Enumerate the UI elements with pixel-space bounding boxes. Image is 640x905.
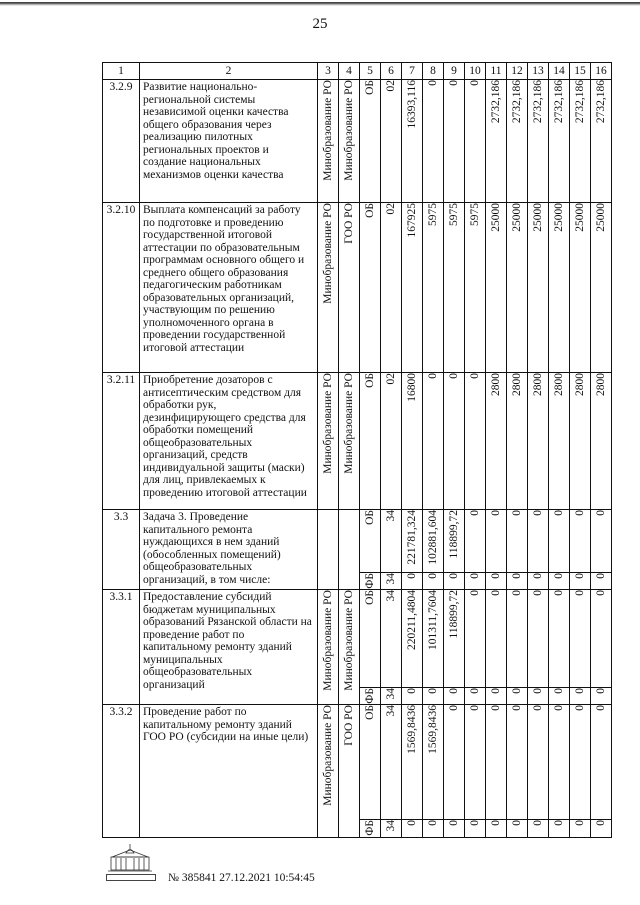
funding-source: ФБ bbox=[363, 688, 376, 704]
funding-value: 0 bbox=[573, 688, 586, 694]
funding-value: 0 bbox=[468, 688, 481, 694]
value-cell bbox=[423, 573, 444, 590]
funding-value: 2800 bbox=[510, 373, 523, 396]
value-cell bbox=[591, 510, 612, 573]
value-cell bbox=[444, 820, 465, 838]
budget-code: 34 bbox=[384, 820, 397, 832]
value-cell bbox=[465, 688, 486, 705]
funding-value: 25000 bbox=[510, 203, 523, 232]
funding-source: ОБ bbox=[363, 705, 376, 720]
funding-value: 0 bbox=[468, 80, 481, 86]
funding-source: ФБ bbox=[363, 573, 376, 589]
funding-value: 0 bbox=[573, 820, 586, 826]
government-building-icon bbox=[106, 843, 154, 873]
funding-value: 16800 bbox=[405, 373, 418, 402]
funding-value: 0 bbox=[531, 688, 544, 694]
funding-value: 0 bbox=[552, 573, 565, 579]
funding-value: 0 bbox=[594, 573, 607, 579]
code-cell bbox=[381, 705, 402, 820]
value-cell bbox=[444, 573, 465, 590]
value-cell bbox=[549, 373, 570, 510]
executor-cell bbox=[318, 203, 339, 373]
value-cell bbox=[465, 510, 486, 573]
value-cell bbox=[402, 80, 423, 203]
value-cell bbox=[465, 203, 486, 373]
value-cell bbox=[486, 688, 507, 705]
participant-text: ГОО РО bbox=[342, 203, 355, 244]
participant-cell bbox=[339, 80, 360, 203]
budget-code: 34 bbox=[384, 705, 397, 717]
funding-value: 0 bbox=[489, 573, 502, 579]
funding-value: 0 bbox=[468, 510, 481, 516]
funding-value: 0 bbox=[447, 705, 460, 711]
value-cell bbox=[570, 688, 591, 705]
table-row bbox=[103, 373, 612, 510]
funding-value: 0 bbox=[489, 510, 502, 516]
funding-value: 118899,72 bbox=[447, 590, 460, 639]
funding-value: 16393,116 bbox=[405, 80, 418, 129]
funding-value: 0 bbox=[552, 820, 565, 826]
funding-value: 0 bbox=[594, 688, 607, 694]
row-description: Предоставление субсидий бюджетам муниципальных образований Рязанской области на проведение работ по капитальному ремонту зданий муниципальных общеобразовательных организаций bbox=[140, 590, 318, 705]
value-cell bbox=[444, 80, 465, 203]
value-cell bbox=[402, 573, 423, 590]
header-cell: 4 bbox=[339, 63, 360, 80]
funding-value: 0 bbox=[489, 688, 502, 694]
participant-text: Минобразование РО bbox=[342, 590, 355, 691]
funding-value: 1569,8436 bbox=[426, 705, 439, 754]
funding-source: ОБ bbox=[363, 510, 376, 525]
row-description: Выплата компенсаций за работу по подготовке и проведению государственной итоговой аттестации по образовательным программам основного общего и среднего общего образования педагогическим работникам образовательных организаций, участвующим по решению уполномоченного органа в проведении государственной итоговой аттестации bbox=[140, 203, 318, 373]
source-cell bbox=[360, 80, 381, 203]
funding-value: 0 bbox=[405, 820, 418, 826]
value-cell bbox=[486, 705, 507, 820]
scan-top-edge bbox=[0, 2, 640, 6]
participant-cell bbox=[339, 203, 360, 373]
funding-value: 0 bbox=[510, 820, 523, 826]
row-number: 3.2.10 bbox=[103, 203, 140, 373]
header-cell: 2 bbox=[140, 63, 318, 80]
value-cell bbox=[549, 510, 570, 573]
value-cell bbox=[549, 688, 570, 705]
footer-registration: № 385841 27.12.2021 10:54:45 bbox=[168, 872, 315, 884]
executor-text: Минобразование РО bbox=[321, 203, 334, 304]
value-cell bbox=[528, 820, 549, 838]
code-cell bbox=[381, 373, 402, 510]
header-cell: 8 bbox=[423, 63, 444, 80]
header-cell: 11 bbox=[486, 63, 507, 80]
value-cell bbox=[423, 80, 444, 203]
funding-value: 0 bbox=[573, 590, 586, 596]
value-cell bbox=[591, 80, 612, 203]
value-cell bbox=[402, 820, 423, 838]
funding-value: 0 bbox=[573, 705, 586, 711]
funding-value: 0 bbox=[447, 820, 460, 826]
funding-value: 0 bbox=[594, 590, 607, 596]
row-number: 3.2.9 bbox=[103, 80, 140, 203]
funding-value: 0 bbox=[573, 573, 586, 579]
funding-value: 0 bbox=[426, 573, 439, 579]
funding-value: 102881,604 bbox=[426, 510, 439, 565]
funding-value: 0 bbox=[510, 705, 523, 711]
executor-cell bbox=[318, 373, 339, 510]
value-cell bbox=[528, 573, 549, 590]
value-cell bbox=[507, 203, 528, 373]
executor-cell bbox=[318, 80, 339, 203]
table-row bbox=[103, 80, 612, 203]
funding-value: 0 bbox=[447, 688, 460, 694]
value-cell bbox=[591, 705, 612, 820]
value-cell bbox=[402, 203, 423, 373]
header-cell: 14 bbox=[549, 63, 570, 80]
value-cell bbox=[528, 510, 549, 573]
funding-value: 2732,186 bbox=[489, 80, 502, 124]
funding-value: 2732,186 bbox=[531, 80, 544, 124]
funding-value: 0 bbox=[531, 705, 544, 711]
funding-source: ОБ bbox=[363, 203, 376, 218]
funding-value: 221781,324 bbox=[405, 510, 418, 565]
budget-code: 02 bbox=[384, 80, 397, 92]
row-number: 3.3.1 bbox=[103, 590, 140, 705]
funding-value: 0 bbox=[594, 510, 607, 516]
funding-value: 0 bbox=[510, 688, 523, 694]
funding-value: 2732,186 bbox=[594, 80, 607, 124]
value-cell bbox=[591, 820, 612, 838]
value-cell bbox=[528, 705, 549, 820]
value-cell bbox=[549, 820, 570, 838]
value-cell bbox=[570, 590, 591, 688]
value-cell bbox=[549, 203, 570, 373]
funding-value: 25000 bbox=[573, 203, 586, 232]
header-cell: 10 bbox=[465, 63, 486, 80]
header-cell: 3 bbox=[318, 63, 339, 80]
value-cell bbox=[591, 688, 612, 705]
executor-cell bbox=[318, 705, 339, 838]
funding-value: 2800 bbox=[594, 373, 607, 396]
value-cell bbox=[402, 590, 423, 688]
source-cell bbox=[360, 373, 381, 510]
header-cell: 1 bbox=[103, 63, 140, 80]
value-cell bbox=[465, 573, 486, 590]
value-cell bbox=[591, 573, 612, 590]
funding-value: 0 bbox=[447, 573, 460, 579]
funding-value: 5975 bbox=[426, 203, 439, 226]
funding-value: 0 bbox=[552, 510, 565, 516]
executor-text: Минобразование РО bbox=[321, 705, 334, 806]
funding-value: 2732,186 bbox=[510, 80, 523, 124]
value-cell bbox=[570, 203, 591, 373]
source-cell bbox=[360, 820, 381, 838]
funding-value: 167925 bbox=[405, 203, 418, 238]
table-row bbox=[103, 590, 612, 688]
header-cell: 6 bbox=[381, 63, 402, 80]
funding-value: 0 bbox=[531, 820, 544, 826]
row-description: Развитие национально-региональной системы независимой оценки качества общего образования через реализацию пилотных региональных проектов и создание национальных механизмов оценки качества bbox=[140, 80, 318, 203]
funding-value: 25000 bbox=[489, 203, 502, 232]
budget-code: 34 bbox=[384, 573, 397, 585]
value-cell bbox=[507, 820, 528, 838]
source-cell bbox=[360, 203, 381, 373]
executor-cell bbox=[318, 590, 339, 705]
funding-value: 0 bbox=[405, 573, 418, 579]
table-row bbox=[103, 705, 612, 820]
value-cell bbox=[549, 590, 570, 688]
funding-value: 0 bbox=[426, 80, 439, 86]
funding-value: 0 bbox=[531, 510, 544, 516]
header-cell: 16 bbox=[591, 63, 612, 80]
value-cell bbox=[486, 373, 507, 510]
value-cell bbox=[402, 510, 423, 573]
participant-cell bbox=[339, 373, 360, 510]
value-cell bbox=[570, 373, 591, 510]
funding-value: 5975 bbox=[447, 203, 460, 226]
value-cell bbox=[402, 688, 423, 705]
executor-cell bbox=[318, 510, 339, 590]
value-cell bbox=[507, 590, 528, 688]
value-cell bbox=[591, 590, 612, 688]
code-cell bbox=[381, 688, 402, 705]
funding-value: 2800 bbox=[573, 373, 586, 396]
funding-value: 2732,186 bbox=[573, 80, 586, 124]
value-cell bbox=[570, 820, 591, 838]
row-number: 3.2.11 bbox=[103, 373, 140, 510]
participant-text: Минобразование РО bbox=[342, 373, 355, 474]
executor-text: Минобразование РО bbox=[321, 590, 334, 691]
value-cell bbox=[549, 705, 570, 820]
value-cell bbox=[465, 373, 486, 510]
value-cell bbox=[423, 373, 444, 510]
value-cell bbox=[528, 590, 549, 688]
code-cell bbox=[381, 80, 402, 203]
source-cell bbox=[360, 705, 381, 820]
value-cell bbox=[444, 373, 465, 510]
funding-value: 0 bbox=[489, 820, 502, 826]
value-cell bbox=[465, 80, 486, 203]
value-cell bbox=[549, 573, 570, 590]
funding-value: 0 bbox=[468, 820, 481, 826]
value-cell bbox=[570, 80, 591, 203]
source-cell bbox=[360, 573, 381, 590]
row-description: Приобретение дозаторов с антисептическим средством для обработки рук, дезинфицирующего средства для обработки помещений общеобразовательных организаций, средств индивидуальной защиты (маски) для лиц, привлекаемых к проведению итоговой аттестации bbox=[140, 373, 318, 510]
funding-value: 220211,4804 bbox=[405, 590, 418, 650]
budget-code: 02 bbox=[384, 373, 397, 385]
funding-value: 1569,8436 bbox=[405, 705, 418, 754]
funding-value: 0 bbox=[468, 705, 481, 711]
funding-value: 0 bbox=[426, 820, 439, 826]
header-cell: 7 bbox=[402, 63, 423, 80]
funding-value: 118899,72 bbox=[447, 510, 460, 559]
value-cell bbox=[402, 705, 423, 820]
funding-source: ОБ bbox=[363, 373, 376, 388]
header-cell: 9 bbox=[444, 63, 465, 80]
funding-value: 0 bbox=[531, 590, 544, 596]
code-cell bbox=[381, 820, 402, 838]
participant-cell bbox=[339, 705, 360, 838]
value-cell bbox=[465, 820, 486, 838]
funding-value: 0 bbox=[447, 80, 460, 86]
value-cell bbox=[486, 820, 507, 838]
code-cell bbox=[381, 203, 402, 373]
header-cell: 15 bbox=[570, 63, 591, 80]
value-cell bbox=[486, 80, 507, 203]
funding-value: 0 bbox=[552, 688, 565, 694]
funding-source: ФБ bbox=[363, 820, 376, 836]
funding-value: 0 bbox=[594, 705, 607, 711]
funding-value: 0 bbox=[468, 373, 481, 379]
funding-value: 25000 bbox=[531, 203, 544, 232]
participant-cell bbox=[339, 510, 360, 590]
value-cell bbox=[507, 573, 528, 590]
funding-value: 2800 bbox=[531, 373, 544, 396]
source-cell bbox=[360, 510, 381, 573]
funding-value: 0 bbox=[468, 590, 481, 596]
participant-text: ГОО РО bbox=[342, 705, 355, 746]
funding-value: 0 bbox=[510, 590, 523, 596]
page-number: 25 bbox=[312, 16, 328, 32]
funding-value: 2800 bbox=[489, 373, 502, 396]
funding-value: 0 bbox=[531, 573, 544, 579]
value-cell bbox=[549, 80, 570, 203]
funding-value: 0 bbox=[510, 573, 523, 579]
source-cell bbox=[360, 590, 381, 688]
table-row bbox=[103, 510, 612, 573]
funding-value: 0 bbox=[489, 590, 502, 596]
executor-text: Минобразование РО bbox=[321, 373, 334, 474]
value-cell bbox=[423, 590, 444, 688]
stamp-caption bbox=[106, 874, 156, 881]
value-cell bbox=[486, 573, 507, 590]
value-cell bbox=[423, 705, 444, 820]
budget-code: 34 bbox=[384, 510, 397, 522]
value-cell bbox=[444, 203, 465, 373]
value-cell bbox=[444, 705, 465, 820]
code-cell bbox=[381, 573, 402, 590]
value-cell bbox=[528, 373, 549, 510]
funding-value: 0 bbox=[510, 510, 523, 516]
executor-text: Минобразование РО bbox=[321, 80, 334, 181]
table-row bbox=[103, 203, 612, 373]
value-cell bbox=[465, 590, 486, 688]
row-number: 3.3.2 bbox=[103, 705, 140, 838]
value-cell bbox=[423, 510, 444, 573]
value-cell bbox=[528, 80, 549, 203]
funding-value: 0 bbox=[552, 590, 565, 596]
value-cell bbox=[423, 688, 444, 705]
value-cell bbox=[423, 820, 444, 838]
value-cell bbox=[528, 688, 549, 705]
funding-value: 101311,7604 bbox=[426, 590, 439, 650]
value-cell bbox=[528, 203, 549, 373]
funding-value: 5975 bbox=[468, 203, 481, 226]
funding-value: 0 bbox=[489, 705, 502, 711]
value-cell bbox=[444, 510, 465, 573]
value-cell bbox=[465, 705, 486, 820]
source-cell bbox=[360, 688, 381, 705]
funding-value: 0 bbox=[447, 373, 460, 379]
value-cell bbox=[570, 705, 591, 820]
value-cell bbox=[486, 510, 507, 573]
value-cell bbox=[486, 203, 507, 373]
value-cell bbox=[570, 510, 591, 573]
funding-value: 0 bbox=[468, 573, 481, 579]
row-description: Задача 3. Проведение капитального ремонта нуждающихся в нем зданий (обособленных помещений) общеобразовательных организаций, в том числе: bbox=[140, 510, 318, 590]
value-cell bbox=[507, 510, 528, 573]
funding-value: 2800 bbox=[552, 373, 565, 396]
participant-cell bbox=[339, 590, 360, 705]
funding-value: 25000 bbox=[594, 203, 607, 232]
value-cell bbox=[423, 203, 444, 373]
funding-value: 0 bbox=[426, 688, 439, 694]
funding-value: 25000 bbox=[552, 203, 565, 232]
row-description: Проведение работ по капитальному ремонту зданий ГОО РО (субсидии на иные цели) bbox=[140, 705, 318, 838]
funding-value: 0 bbox=[573, 510, 586, 516]
funding-source: ОБ bbox=[363, 590, 376, 605]
row-number: 3.3 bbox=[103, 510, 140, 590]
code-cell bbox=[381, 510, 402, 573]
header-cell: 5 bbox=[360, 63, 381, 80]
funding-value: 0 bbox=[426, 373, 439, 379]
value-cell bbox=[486, 590, 507, 688]
funding-value: 0 bbox=[552, 705, 565, 711]
header-row bbox=[103, 63, 612, 80]
value-cell bbox=[507, 705, 528, 820]
header-cell: 12 bbox=[507, 63, 528, 80]
value-cell bbox=[591, 203, 612, 373]
value-cell bbox=[444, 590, 465, 688]
funding-value: 2732,186 bbox=[552, 80, 565, 124]
value-cell bbox=[591, 373, 612, 510]
budget-code: 02 bbox=[384, 203, 397, 215]
funding-value: 0 bbox=[594, 820, 607, 826]
funding-value: 0 bbox=[405, 688, 418, 694]
value-cell bbox=[507, 688, 528, 705]
participant-text: Минобразование РО bbox=[342, 80, 355, 181]
funding-source: ОБ bbox=[363, 80, 376, 95]
value-cell bbox=[507, 80, 528, 203]
code-cell bbox=[381, 590, 402, 688]
budget-code: 34 bbox=[384, 590, 397, 602]
value-cell bbox=[507, 373, 528, 510]
value-cell bbox=[570, 573, 591, 590]
value-cell bbox=[402, 373, 423, 510]
header-cell: 13 bbox=[528, 63, 549, 80]
budget-code: 34 bbox=[384, 688, 397, 700]
budget-table bbox=[102, 62, 612, 838]
value-cell bbox=[444, 688, 465, 705]
